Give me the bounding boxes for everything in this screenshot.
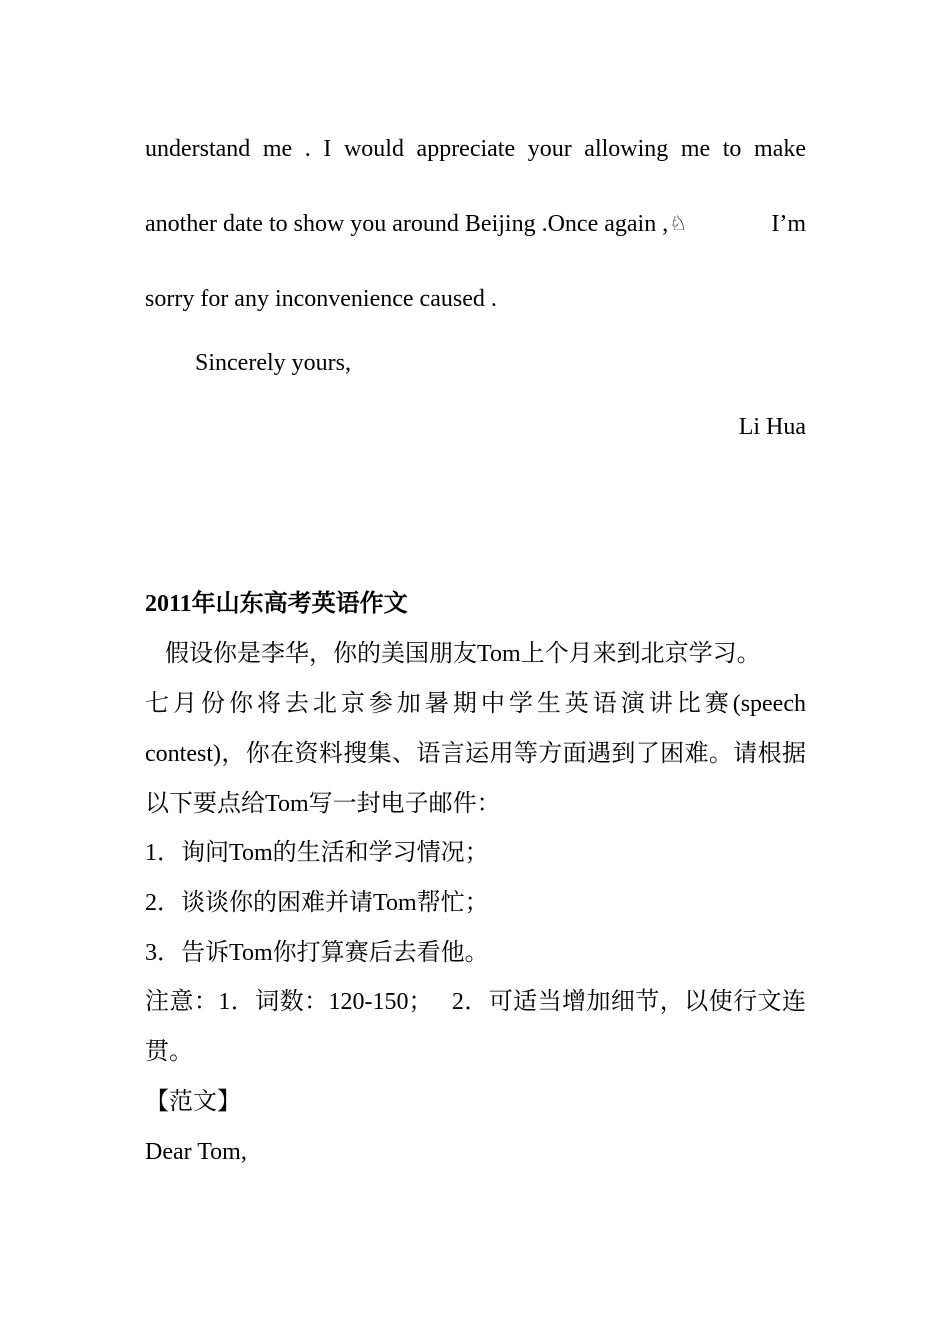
letter-closing: Sincerely yours, bbox=[195, 350, 351, 376]
prompt-line-4: 以下要点给Tom写一封电子邮件： bbox=[145, 791, 501, 817]
point-item-3: 3．告诉Tom你打算赛后去看他。 bbox=[145, 940, 489, 966]
point-item-1: 1．询问Tom的生活和学习情况； bbox=[145, 840, 489, 866]
point-item-2: 2．谈谈你的困难并请Tom帮忙； bbox=[145, 890, 489, 916]
stray-symbol-icon: ♘ bbox=[669, 213, 688, 235]
letter-line-2 bbox=[145, 209, 806, 239]
notes-line-2: 贯。 bbox=[145, 1039, 193, 1065]
notes-line-1: 注意：1．词数：120-150； 2．可适当增加细节，以使行文连 bbox=[145, 989, 806, 1015]
prompt-line-1: 假设你是李华，你的美国朋友Tom上个月来到北京学习。 bbox=[165, 641, 761, 667]
letter-signature: Li Hua bbox=[738, 414, 806, 440]
essay-heading: 2011年山东高考英语作文 bbox=[145, 591, 408, 617]
prompt-line-3: contest)，你在资料搜集、语言运用等方面遇到了困难。请根据 bbox=[145, 741, 806, 767]
prompt-line-2: 七月份你将去北京参加暑期中学生英语演讲比赛(speech bbox=[145, 691, 806, 717]
letter-line-2-text: another date to show you around Beijing .Once again , bbox=[145, 211, 669, 237]
sample-label: 【范文】 bbox=[145, 1089, 241, 1115]
letter-line-1: understand me . I would appreciate your allowing me to make bbox=[145, 136, 806, 162]
letter-line-2-tail: I’m bbox=[771, 211, 806, 237]
salutation: Dear Tom, bbox=[145, 1139, 247, 1165]
letter-line-3: sorry for any inconvenience caused . bbox=[145, 286, 497, 312]
